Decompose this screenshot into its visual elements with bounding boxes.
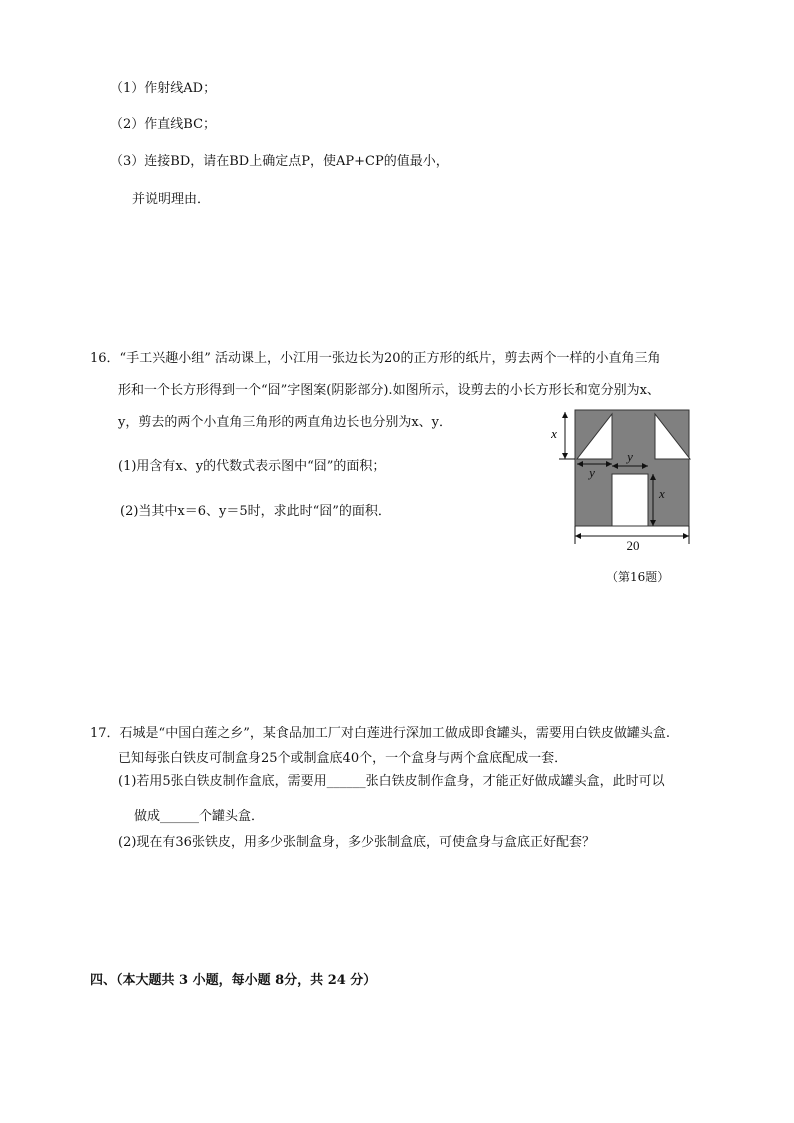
q16-stem-line1: 16．“手工兴趣小组” 活动课上，小江用一张边长为20的正方形的纸片，剪去两个一样的小直角三角 — [90, 351, 661, 366]
q15-item1: （1）作射线AD； — [110, 81, 217, 96]
arrowhead — [575, 533, 581, 539]
arrowhead — [562, 412, 568, 418]
label-y-bottom: y — [589, 465, 595, 480]
label-y-top: y — [627, 449, 633, 464]
jiong-figure — [545, 404, 715, 554]
q16-stem-line2: 形和一个长方形得到一个“囧”字图案(阴影部分).如图所示，设剪去的小长方形长和宽分别为x、 — [118, 383, 660, 398]
section-heading: 四、（本大题共 3 小题，每小题 8分，共 24 分） — [90, 973, 377, 988]
rectangle-cutout — [612, 474, 648, 526]
q16-stem-line3: y，剪去的两个小直角三角形的两直角边长也分别为x、y． — [118, 415, 453, 430]
q16-subquestion-2: (2)当其中x＝6、y＝5时，求此时“囧”的面积． — [120, 504, 391, 519]
label-x-right: x — [659, 486, 665, 501]
q15-item2: （2）作直线BC； — [110, 117, 217, 132]
q15-item3-continuation: 并说明理由． — [132, 192, 211, 207]
q17-stem-line2: 已知每张白铁皮可制盒身25个或制盒底40个，一个盒身与两个盒底配成一套． — [118, 751, 568, 766]
arrowhead — [683, 533, 689, 539]
q15-item3: （3）连接BD，请在BD上确定点P，使AP+CP的值最小， — [110, 154, 449, 169]
label-x-left: x — [551, 426, 557, 441]
q17-subquestion-1-continuation: 做成______个罐头盒． — [134, 809, 265, 824]
q16-subquestion-1: (1)用含有x、y的代数式表示图中“囧”的面积； — [118, 459, 386, 474]
figure-caption: （第16题） — [606, 570, 670, 584]
label-20: 20 — [626, 538, 640, 553]
q17-subquestion-1: (1)若用5张白铁皮制作盒底，需要用______张白铁皮制作盒身，才能正好做成罐头盒，此时可以 — [118, 774, 665, 789]
q17-stem-line1: 17．石城是“中国白莲之乡”，某食品加工厂对白莲进行深加工做成即食罐头，需要用白铁皮做罐头盒. — [90, 726, 670, 741]
arrowhead — [562, 453, 568, 459]
q17-subquestion-2: (2)现在有36张铁皮，用多少张制盒身，多少张制盒底，可使盒身与盒底正好配套？ — [118, 835, 595, 850]
